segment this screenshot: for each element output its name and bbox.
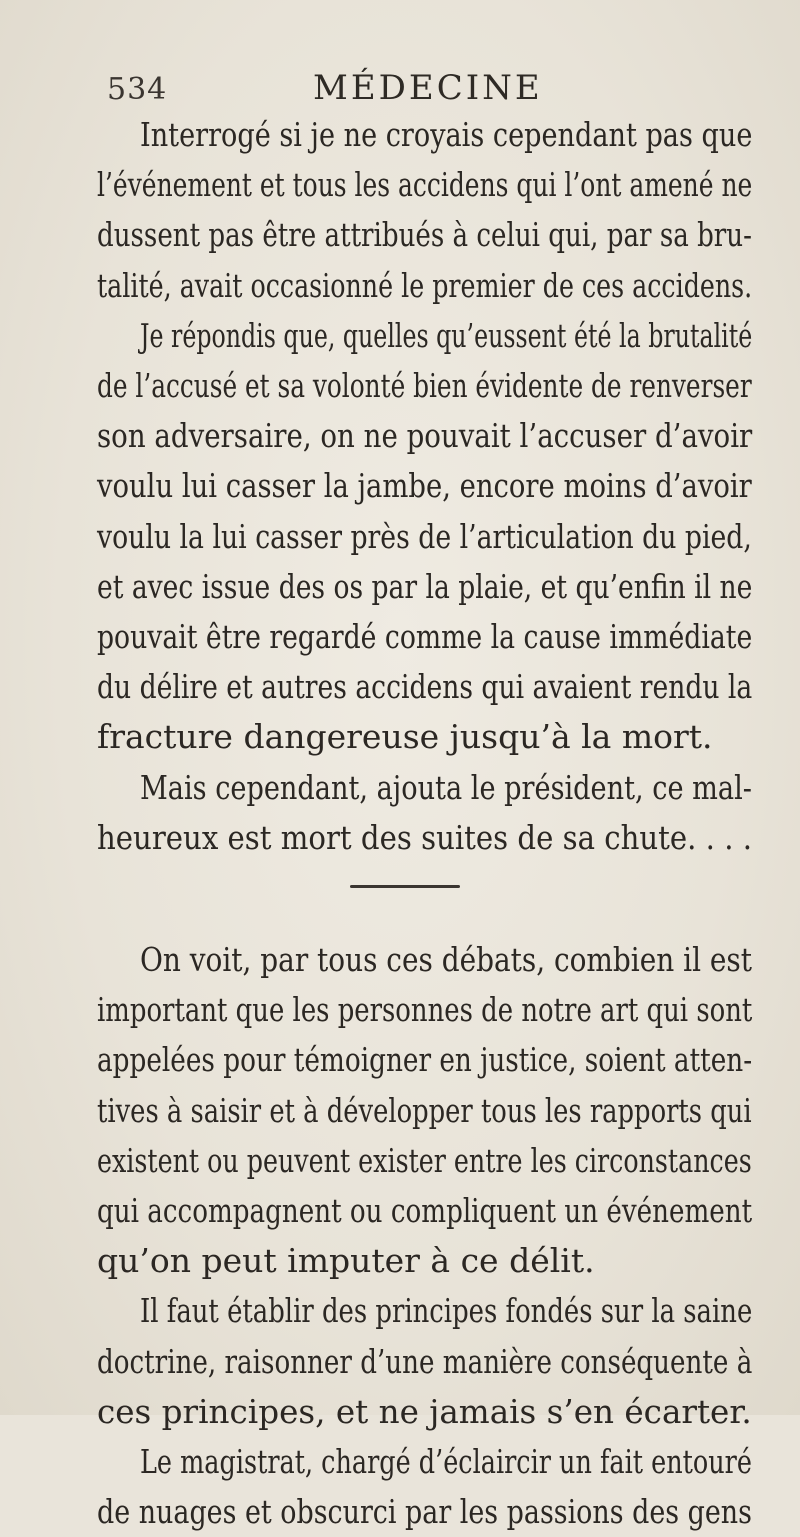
running-head: MÉDECINE — [313, 68, 543, 108]
text-line: existent ou peuvent exister entre les circonstances — [97, 1140, 752, 1180]
text-line: voulu la lui casser près de l’articulation du pied, — [97, 516, 752, 556]
text-line: l’événement et tous les accidens qui l’ont amené ne — [97, 165, 753, 205]
divider-rule — [350, 885, 460, 888]
text-line: dussent pas être attribués à celui qui, par sa bru- — [97, 215, 752, 255]
text-line: Interrogé si je ne croyais cependant pas que — [140, 115, 753, 154]
text-line: ces principes, et ne jamais s’en écarter. — [97, 1391, 752, 1431]
text-line: et avec issue des os par la plaie, et qu’enfin il ne — [97, 566, 753, 606]
text-line: qui accompagnent ou compliquent un événement — [97, 1191, 753, 1230]
text-line: talité, avait occasionné le premier de ces accidens. — [97, 265, 753, 305]
text-line: important que les personnes de notre art qui sont — [97, 990, 753, 1030]
text-line: Je répondis que, quelles qu’eussent été la brutalité — [140, 315, 753, 355]
text-line: On voit, par tous ces débats, combien il est — [140, 940, 752, 979]
text-line: Il faut établir des principes fondés sur la saine — [140, 1291, 753, 1331]
text-line: de l’accusé et sa volonté bien évidente de renverser — [97, 366, 752, 405]
text-line: appelées pour témoigner en justice, soient atten- — [97, 1040, 753, 1080]
page-number: 534 — [107, 72, 168, 107]
text-line: qu’on peut imputer à ce délit. — [97, 1241, 595, 1281]
text-line: doctrine, raisonner d’une manière conséquente à — [97, 1341, 753, 1381]
text-line: son adversaire, on ne pouvait l’accuser d’avoir — [97, 416, 753, 456]
text-line: Mais cependant, ajouta le président, ce mal- — [140, 767, 752, 807]
text-line: pouvait être regardé comme la cause immédiate — [97, 617, 753, 656]
text-line: voulu lui casser la jambe, encore moins d’avoir — [97, 466, 752, 506]
text-line: Le magistrat, chargé d’éclaircir un fait entouré — [140, 1442, 752, 1481]
page-header — [95, 62, 745, 112]
text-line: fracture dangereuse jusqu’à la mort. — [97, 717, 713, 757]
text-line: du délire et autres accidens qui avaient rendu la — [97, 667, 753, 707]
text-line: heureux est mort des suites de sa chute. . . . — [97, 817, 753, 857]
text-line: de nuages et obscurci par les passions des gens — [97, 1492, 752, 1532]
text-line: tives à saisir et à développer tous les rapports qui — [97, 1090, 752, 1130]
